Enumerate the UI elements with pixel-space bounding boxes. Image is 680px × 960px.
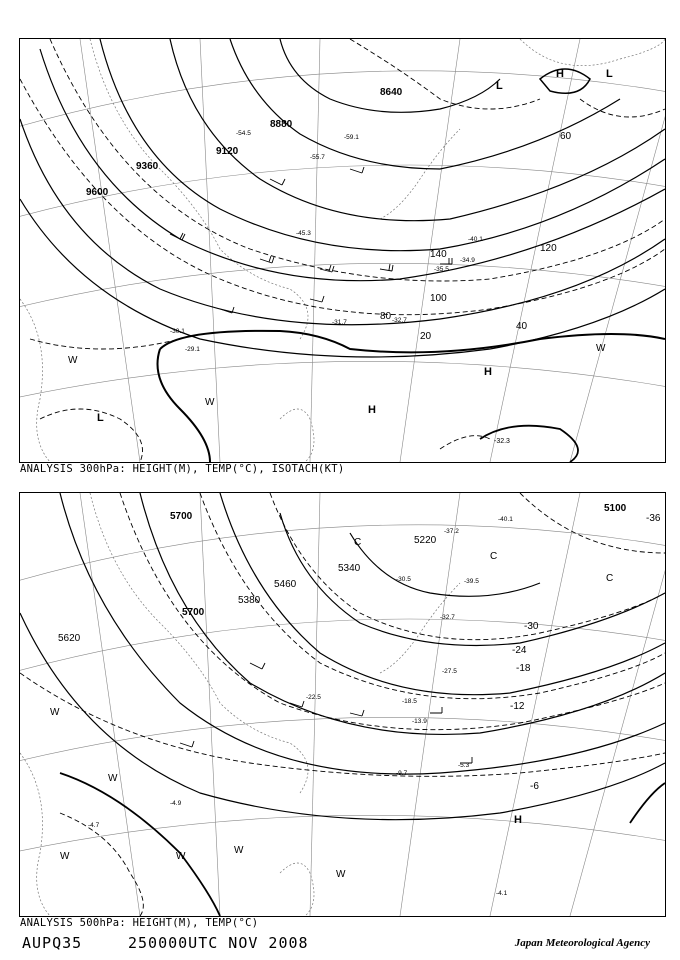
graticule: [20, 493, 665, 916]
pressure-center: C: [490, 551, 498, 562]
isotherm-label: -18: [516, 663, 531, 674]
warm-marker: W: [234, 845, 244, 856]
isotach-label: 80: [380, 311, 392, 322]
height-label: 5700: [170, 511, 193, 522]
isotherm-label: -30: [524, 621, 539, 632]
bulletin-code: AUPQ35: [22, 934, 83, 952]
temp-label: -59.1: [344, 134, 359, 141]
temp-label: -18.5: [402, 698, 417, 705]
height-label: 9360: [136, 161, 159, 172]
temp-label: -32.7: [392, 317, 407, 324]
temp-label: -35.5: [434, 266, 449, 273]
warm-marker: W: [336, 869, 346, 880]
temp-label: -39.5: [464, 578, 479, 585]
temp-label: -30.5: [396, 576, 411, 583]
isotach-label: 40: [516, 321, 528, 332]
temp-label: -45.3: [296, 230, 311, 237]
temp-label: -29.1: [185, 346, 200, 353]
pressure-center: H: [514, 814, 522, 826]
height-label: 9120: [216, 146, 239, 157]
height-label: 5620: [58, 633, 81, 644]
warm-marker: W: [50, 707, 60, 718]
caption-500hpa: ANALYSIS 500hPa: HEIGHT(M), TEMP(°C): [20, 917, 259, 929]
temp-label: -4.1: [496, 890, 508, 897]
temp-label: -55.7: [310, 154, 325, 161]
warm-marker: W: [60, 851, 70, 862]
map-300hpa: [19, 38, 666, 463]
isotach-label: 100: [430, 293, 447, 304]
pressure-center: H: [368, 404, 376, 416]
temp-label: -4.7: [88, 822, 100, 829]
warm-marker: W: [68, 355, 78, 366]
h-center-contour: [630, 783, 665, 823]
ridge-contour-west: [158, 349, 211, 462]
isotach-label: 140: [430, 249, 447, 260]
wind-barbs: [170, 167, 452, 313]
temp-label: -4.9: [170, 800, 182, 807]
height-label: 5460: [274, 579, 297, 590]
pressure-center: H: [484, 366, 492, 378]
height-label: 9600: [86, 187, 109, 198]
ridge-contour: [60, 773, 220, 916]
temp-label: -30.1: [170, 328, 185, 335]
isotach-label: 20: [420, 331, 432, 342]
pressure-center: L: [606, 68, 613, 80]
pressure-center: L: [97, 412, 104, 424]
pressure-center: C: [606, 573, 614, 584]
map-500hpa: [19, 492, 666, 917]
isotach-label: 60: [560, 131, 572, 142]
warm-marker: W: [596, 343, 606, 354]
temp-label: -9.7: [396, 770, 408, 777]
isotherm-label: -36: [646, 513, 661, 524]
bulletin-time: 250000UTC NOV 2008: [128, 934, 309, 952]
agency-name: Japan Meteorological Agency: [514, 937, 650, 949]
height-label: 5380: [238, 595, 261, 606]
temp-label: -54.5: [236, 130, 251, 137]
pressure-center: H: [556, 68, 564, 80]
map-300hpa-svg: [20, 39, 665, 462]
temp-label: -27.5: [442, 668, 457, 675]
isotherm-label: -12: [510, 701, 525, 712]
temp-label: -22.5: [306, 694, 321, 701]
height-contours: [20, 39, 665, 357]
height-label: 8640: [380, 87, 403, 98]
warm-marker: W: [176, 851, 186, 862]
height-contours: [20, 493, 665, 820]
height-label: 5220: [414, 535, 437, 546]
temp-label: -5.3: [458, 762, 470, 769]
h-center-ring: [540, 69, 590, 93]
wind-barbs: [180, 663, 472, 763]
pressure-center: L: [496, 80, 503, 92]
pressure-center: C: [354, 537, 362, 548]
height-label: 5340: [338, 563, 361, 574]
temp-label: -31.7: [332, 319, 347, 326]
ridge-contour: [160, 331, 665, 353]
height-label: 8880: [270, 119, 293, 130]
isotherm-label: -6: [530, 781, 539, 792]
temp-label: -37.2: [444, 528, 459, 535]
temp-label: -32.3: [494, 438, 510, 445]
warm-marker: W: [205, 397, 215, 408]
graticule: [20, 39, 665, 462]
caption-300hpa: ANALYSIS 300hPa: HEIGHT(M), TEMP(°C), ISOTACH(KT): [20, 463, 345, 475]
temp-label: -34.9: [460, 257, 475, 264]
temp-label: -13.9: [412, 718, 427, 725]
isotherm-label: -24: [512, 645, 527, 656]
height-label: 5100: [604, 503, 627, 514]
warm-marker: W: [108, 773, 118, 784]
map-500hpa-svg: [20, 493, 665, 916]
height-label: 5700: [182, 607, 205, 618]
temp-label: -32.7: [440, 614, 455, 621]
temp-label: -40.1: [498, 516, 513, 523]
temp-label: -40.1: [468, 236, 483, 243]
isotach-label: 120: [540, 243, 557, 254]
